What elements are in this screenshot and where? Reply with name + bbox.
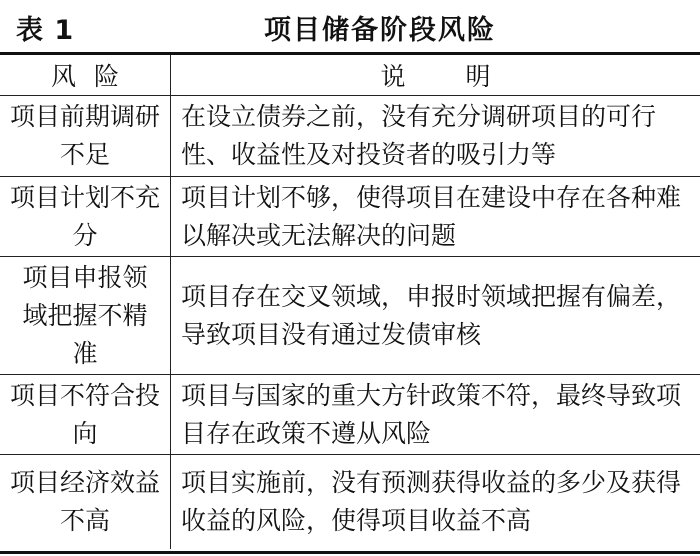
table-title: 项目储备阶段风险 [264,15,496,46]
risk-cell: 项目前期调研不足 [0,96,171,177]
risk-cell: 项目计划不充分 [0,177,171,257]
risk-cell: 项目申报领域把握不精准 [0,257,171,375]
table-row [0,257,700,375]
risk-table [0,55,700,549]
description-cell: 项目与国家的重大方针政策不符，最终导致项目存在政策不遵从风险 [171,375,700,455]
description-cell: 项目实施前，没有预测获得收益的多少及获得收益的风险，使得项目收益不高 [181,467,682,535]
table-row [0,455,700,549]
risk-cell: 项目经济效益不高 [0,455,171,549]
header-row [0,55,700,96]
header-description: 说明 [171,55,700,96]
table-row [0,177,700,257]
table-row [0,375,700,455]
table-row [0,96,700,177]
table-caption [0,0,700,50]
risk-cell: 项目不符合投向 [0,375,171,455]
description-cell: 在设立债券之前，没有充分调研项目的可行性、收益性及对投资者的吸引力等 [171,96,700,177]
header-risk: 风险 [0,55,171,96]
description-cell: 项目计划不够，使得项目在建设中存在各种难以解决或无法解决的问题 [171,177,700,257]
description-cell: 项目存在交叉领域，申报时领域把握有偏差，导致项目没有通过发债审核 [171,257,700,375]
table-number: 表 1 [16,15,75,46]
bottom-rule [0,551,700,554]
